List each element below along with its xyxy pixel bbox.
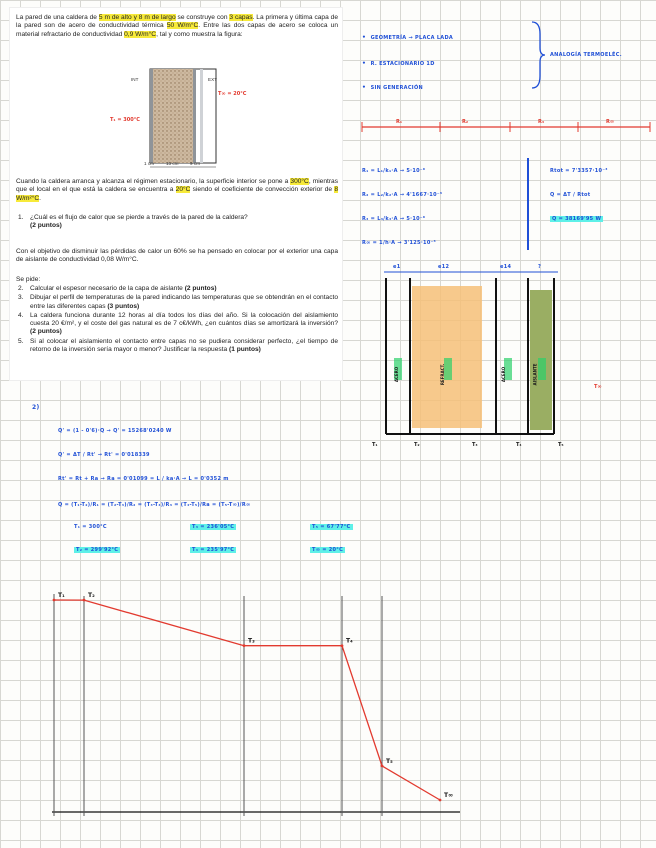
profile-point-label: T₅ xyxy=(386,757,393,765)
question-1 xyxy=(16,214,338,232)
p1-run: 50 W/m°C xyxy=(166,22,199,30)
wall-top-e14: e14 xyxy=(500,264,512,270)
wall-bottom-t1: T₁ xyxy=(372,442,378,448)
p1-run: se construye con xyxy=(175,14,230,21)
profile-point-label: T₄ xyxy=(346,637,353,645)
p2-run: 20°C xyxy=(175,186,191,194)
temperature-profile-plot xyxy=(30,584,470,824)
int-label: INT xyxy=(131,77,139,82)
bullet-stationary: • R. ESTACIONARIO 1D xyxy=(362,60,435,67)
sub-question-points: (1 puntos) xyxy=(229,346,261,354)
sub-question-text: Dibujar el perfil de temperaturas de la pared indicando las temperaturas que se obtendrán en el contacto entre las diferentes capas xyxy=(30,294,338,310)
section-2-label: 2) xyxy=(32,404,40,411)
sub-question-text: Calcular el espesor necesario de la capa de aislante xyxy=(30,285,185,292)
steel-layer-inner xyxy=(150,69,153,163)
circuit-r2: R₂ xyxy=(462,119,469,125)
p2-run: . xyxy=(39,194,41,202)
sub-question-5 xyxy=(16,338,338,355)
p2-run: siendo el coeficiente de convección exterior de xyxy=(190,186,335,194)
calc-line-2: Q' = ΔT / Rt' → Rt' = 0'018339 xyxy=(58,452,150,458)
brace-icon xyxy=(530,20,546,90)
wall-bottom-t5: T₅ xyxy=(558,442,564,448)
heat-equation: Q = ΔT / Rtot xyxy=(550,192,591,198)
wall-tinf: T∞ xyxy=(594,384,602,390)
resistance-r3: R₃ = L₃/k₃·A → 5·10⁻⁶ xyxy=(362,216,426,222)
calc-line-3: Rt' = Rt + Ra → Ra = 0'01099 = L / ka·A → L = 0'0352 m xyxy=(58,476,229,482)
insulated-wall-sketch xyxy=(372,262,572,462)
wall-top-e12: e12 xyxy=(438,264,450,270)
wall-bottom-t2: T₂ xyxy=(414,442,420,448)
insulation-paragraph: Con el objetivo de disminuir las pérdidas de calor un 60% se ha pensado en colocar por el exterior una capa de aislante de conductividad 0,08 W/m°C. xyxy=(16,248,338,264)
wall-bottom-t3: T₃ xyxy=(472,442,478,448)
refractory-layer-sketch xyxy=(412,286,482,428)
profile-point-label: T₁ xyxy=(58,592,65,599)
ext-label: EXT xyxy=(208,77,217,82)
p2-run: 8 W/m²°C xyxy=(16,186,338,202)
sub-question-4 xyxy=(16,312,338,337)
question-1-points: (2 puntos) xyxy=(30,222,62,230)
temp-t5: T₅ = 67'77°C xyxy=(312,524,351,530)
sub-question-3 xyxy=(16,294,338,311)
analogy-label: ANALOGÍA TERMOELÉC. xyxy=(550,52,622,58)
profile-point xyxy=(243,644,246,647)
wall-bottom-t4: T₄ xyxy=(516,442,522,448)
resistance-total: Rtot = 7'3357·10⁻³ xyxy=(550,168,608,174)
circuit-r1: R₁ xyxy=(396,119,403,125)
profile-point xyxy=(83,599,86,602)
calc-line-1: Q' = (1 - 0'6)·Q → Q' = 15268'0240 W xyxy=(58,428,172,434)
problem-statement-card xyxy=(10,8,342,380)
sub-question-number: 5. xyxy=(18,337,24,345)
resistance-r2: R₂ = L₂/k₂·A → 4'1667·10⁻³ xyxy=(362,192,443,198)
layer-label-refractory: REFRACT. xyxy=(440,363,446,386)
profile-point xyxy=(341,644,344,647)
p1-run: , tal y como muestra la figura: xyxy=(156,30,243,38)
profile-point-label: T∞ xyxy=(444,792,454,799)
bullet-geometry: • GEOMETRÍA → PLACA LADA xyxy=(362,34,454,41)
layer-label-insulation: AISLANTE xyxy=(532,363,538,386)
sub-question-number: 4. xyxy=(18,311,24,319)
separator-line xyxy=(527,158,529,250)
sub-question-2 xyxy=(16,285,338,293)
sub-question-text: Si al colocar el aislamiento el contacto entre capas no se pudiera considerar perfecto, ¿el tiempo de retorno de la inversión sería mayor o menor? Justificar la respuesta xyxy=(30,337,338,354)
sub-question-text: La caldera funciona durante 12 horas al día todos los días del año. Si la colocación del aislamiento cuesta 20 €/m², y el coste del gas natural es de 7 c€/kWh, ¿en cuántos días se amortizará la inversión? xyxy=(30,311,338,328)
profile-point xyxy=(439,799,442,802)
resistance-r1: R₁ = L₁/k₁·A → 5·10⁻⁶ xyxy=(362,168,426,174)
p1-run: . La primera y última capa de la pared son de acero de conductividad térmica xyxy=(16,14,338,30)
p1-run: . Entre las dos capas de acero se coloca un material refractario de conductividad xyxy=(16,22,338,38)
se-pide-label: Se pide: xyxy=(16,276,41,283)
conditions-paragraph xyxy=(16,178,338,203)
sub-question-points: (3 puntos) xyxy=(107,302,140,310)
circuit-rinf: R∞ xyxy=(606,119,615,125)
temp-t4: T₄ = 235'97°C xyxy=(192,547,235,553)
insulation-placeholder xyxy=(200,69,203,163)
temp-t1: T₁ = 300°C xyxy=(74,524,107,530)
intro-paragraph xyxy=(16,14,338,39)
circuit-r3: R₃ xyxy=(538,119,545,125)
tinf-annotation: T∞ = 20°C xyxy=(218,91,247,97)
p1-run: La pared de una caldera de xyxy=(16,14,99,21)
question-1-number: 1. xyxy=(18,214,24,221)
p1-run: 5 m de alto y 8 m de largo xyxy=(98,14,176,21)
layer-label-steel-2: ACERO xyxy=(501,366,507,383)
question-1-text: ¿Cuál es el flujo de calor que se pierde a través de la pared de la caldera? xyxy=(30,214,248,221)
profile-point xyxy=(381,764,384,767)
p2-run: 300°C xyxy=(290,178,309,185)
heat-flow-result: Q = 38169'95 W xyxy=(552,216,602,222)
p1-run: 3 capas xyxy=(229,14,253,21)
temp-t2: T₂ = 299'92°C xyxy=(76,547,119,553)
wall-top-unknown: ? xyxy=(538,264,542,270)
p2-run: , mientras que el local en el que está la caldera se encuentra a xyxy=(16,178,338,194)
wall-top-e1: e1 xyxy=(393,264,401,270)
steel-layer-outer xyxy=(193,69,196,163)
sub-question-number: 2. xyxy=(18,285,24,292)
dim-label-1: 1 cm xyxy=(144,161,154,166)
sub-question-points: (2 puntos) xyxy=(30,328,62,336)
profile-point xyxy=(53,599,56,602)
layer-label-steel-1: ACERO xyxy=(394,366,400,383)
profile-point-label: T₃ xyxy=(248,637,255,645)
resistance-rinf: R∞ = 1/h·A → 3'125·10⁻³ xyxy=(362,240,437,246)
refractory-texture xyxy=(153,69,193,163)
sub-questions-list xyxy=(16,285,338,355)
dim-label-2: 15 cm xyxy=(166,161,179,166)
bullet-no-generation: • SIN GENERACIÓN xyxy=(362,84,423,91)
sub-question-number: 3. xyxy=(18,294,24,302)
sub-question-points: (2 puntos) xyxy=(184,285,217,292)
p2-run: Cuando la caldera arranca y alcanza el régimen estacionario, la superficie interior se pone a xyxy=(16,178,291,185)
t1-annotation: T₁ = 300°C xyxy=(110,117,140,123)
dim-label-3: 9 cm xyxy=(190,161,200,166)
temp-t3: T₃ = 236'05°C xyxy=(192,524,235,530)
temp-tinf: T∞ = 20°C xyxy=(312,547,344,553)
profile-point-label: T₂ xyxy=(88,592,95,600)
p1-run: 0,9 W/m°C xyxy=(124,30,157,38)
calc-line-4: Q = (T₁-T₂)/R₁ = (T₂-T₃)/R₂ = (T₃-T₄)/R₃ = (T₄-T₅)/Ra = (T₅-T∞)/R∞ xyxy=(58,502,251,508)
